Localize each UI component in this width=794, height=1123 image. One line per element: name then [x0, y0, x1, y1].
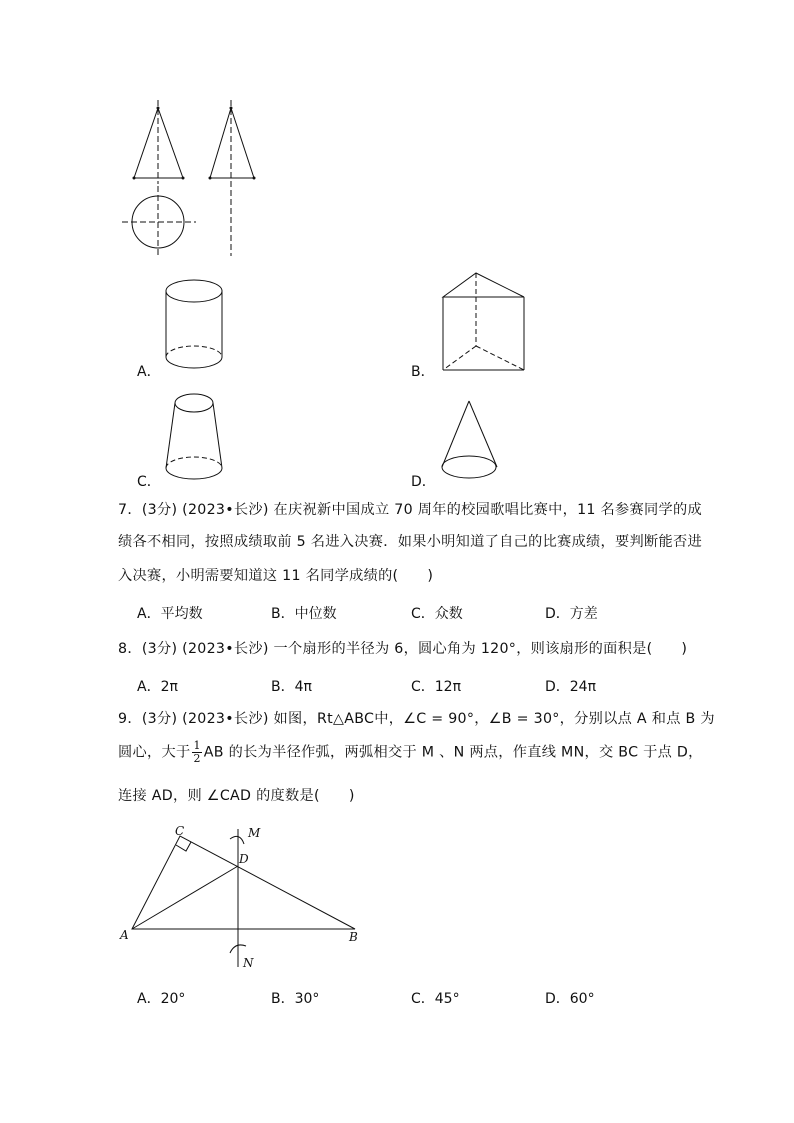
label-n: N [243, 956, 254, 970]
side-view-triangle [210, 108, 254, 178]
q7-option-a[interactable]: A．平均数 [137, 606, 203, 622]
label-b: B [349, 930, 358, 944]
q6-option-a[interactable]: A． [137, 364, 161, 380]
q8-option-c[interactable]: C．12π [411, 679, 462, 695]
q7-option-c[interactable]: C．众数 [411, 606, 463, 622]
q6-option-d[interactable]: D． [411, 474, 436, 490]
q7-line3: 入决赛，小明需要知道这 11 名同学成绩的( ) [118, 568, 434, 584]
label-d: D [239, 852, 249, 866]
label-m: M [248, 826, 261, 840]
q7-option-d[interactable]: D．方差 [545, 606, 598, 622]
q8-option-b[interactable]: B．4π [271, 679, 312, 695]
q8-line1: 8．(3分) (2023•长沙) 一个扇形的半径为 6，圆心角为 120°，则该扇形的面积是( ) [118, 641, 688, 657]
q9-line2 [118, 739, 703, 765]
q9-line2-pre: 圆心，大于 [118, 744, 191, 761]
front-view-triangle [134, 108, 183, 178]
q6-option-b[interactable]: B． [411, 364, 435, 380]
q7-option-b[interactable]: B．中位数 [271, 606, 337, 622]
cylinder-figure [166, 280, 222, 368]
q9-line2-post: AB 的长为半径作弧，两弧相交于 M 、N 两点，作直线 MN，交 BC 于点 D， [203, 744, 703, 761]
cone-figure [442, 401, 497, 478]
q7-line2: 绩各不相同，按照成绩取前 5 名进入决赛．如果小明知道了自己的比赛成绩，要判断能否进 [118, 534, 702, 550]
q9-option-b[interactable]: B．30° [271, 991, 320, 1007]
q9-line3: 连接 AD，则 ∠CAD 的度数是( ) [118, 788, 355, 804]
half-fraction: $\frac{1}{2}$ [193, 739, 201, 765]
triangular-prism-figure [443, 273, 524, 370]
q6-option-c[interactable]: C． [137, 474, 161, 490]
frustum-figure [166, 394, 222, 479]
q9-line1: 9．(3分) (2023•长沙) 如图，Rt△ABC中，∠C = 90°，∠B = 30°，分别以点 A 和点 B 为 [118, 711, 715, 727]
top-view-circle [132, 196, 184, 248]
q8-option-d[interactable]: D．24π [545, 679, 597, 695]
label-a: A [120, 928, 129, 942]
q9-option-a[interactable]: A．20° [137, 991, 186, 1007]
label-c: C [175, 824, 185, 838]
q9-option-c[interactable]: C．45° [411, 991, 460, 1007]
q8-option-a[interactable]: A．2π [137, 679, 178, 695]
q7-line1: 7．(3分) (2023•长沙) 在庆祝新中国成立 70 周年的校园歌唱比赛中，11 名参赛同学的成 [118, 502, 702, 518]
q9-option-d[interactable]: D．60° [545, 991, 595, 1007]
